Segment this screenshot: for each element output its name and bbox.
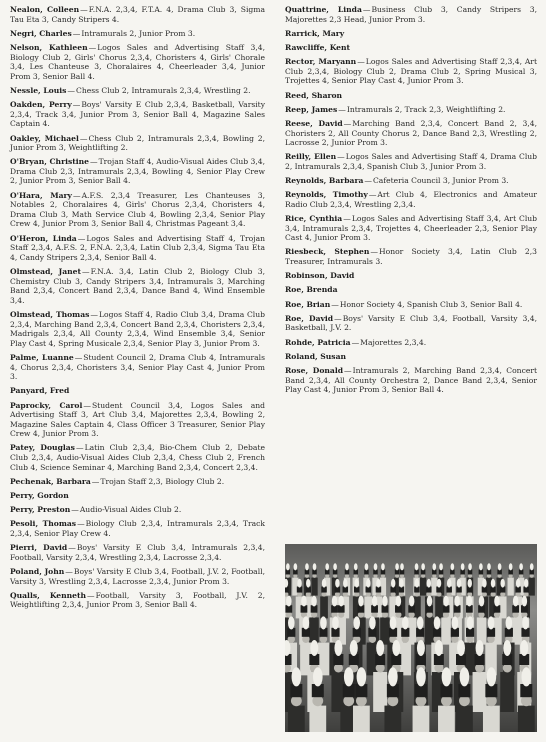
hat-plume — [338, 596, 343, 607]
student-name: Rawcliffe, Kent — [285, 42, 350, 52]
hat-plume — [382, 596, 387, 607]
hat-plume — [457, 640, 465, 656]
separator-dash: — — [90, 309, 99, 319]
student-name: Rohde, Patricia — [285, 337, 351, 347]
student-activities: Intramurals 2, Track 2,3, Weightlifting 2. — [346, 104, 506, 114]
hat-plume — [460, 667, 470, 686]
separator-dash: — — [74, 352, 83, 362]
hat-plume — [516, 579, 520, 588]
separator-dash: — — [357, 57, 365, 67]
student-name: Olmstead, Thomas — [10, 309, 90, 319]
hat-plume — [374, 563, 378, 570]
hat-plume — [354, 563, 358, 570]
hat-plume — [396, 596, 401, 607]
student-name: Pierri, David — [10, 543, 68, 553]
separator-dash: — — [79, 133, 88, 143]
student-name: Reynolds, Barbara — [285, 176, 364, 186]
hat-plume — [292, 667, 302, 686]
hat-plume — [306, 579, 310, 588]
left-entry — [10, 29, 265, 39]
band-member — [456, 706, 473, 732]
student-name: Rose, Donald — [285, 365, 344, 375]
student-activities: Logos Sales and Advertising Staff 2,3,4, Art Club 2,3,4, Biology Club 2, Drama Club 2, Spring Musical 3, Trojettes 4, Senior Play Cast 4, Junior Prom 3. — [285, 57, 537, 86]
hat-plume — [343, 579, 347, 588]
band-member — [438, 706, 455, 732]
student-activities: Biology Club 2,3,4, Intramurals 2,3,4, Track 2,3,4, Senior Play Crew 4. — [10, 519, 266, 538]
student-name: Perry, Gordon — [10, 491, 69, 501]
student-name: Pechenak, Barbara — [10, 476, 91, 486]
hat-plume — [350, 640, 358, 656]
separator-dash: — — [82, 267, 90, 276]
separator-dash: — — [83, 400, 91, 410]
student-name: Reilly, Ellen — [285, 152, 337, 162]
separator-dash: — — [80, 5, 88, 14]
hat-plume — [303, 616, 310, 629]
student-name: Pesoli, Thomas — [10, 519, 77, 529]
student-activities: Cafeteria Council 3, Junior Prom 3. — [372, 176, 509, 186]
hat-plume — [399, 579, 403, 588]
separator-dash: — — [67, 85, 76, 95]
student-activities: Marching Band 2,3,4, Concert Band 2, 3,4, Choristers 2, All County Chorus 2, Dance Band 2,3, Wrestling 2, Lacrosse 2, Junior Prom 3. — [285, 118, 537, 148]
student-name: Nealon, Colleen — [10, 5, 80, 14]
student-name: Roe, David — [285, 313, 334, 323]
hat-plume — [476, 640, 484, 656]
band-member — [384, 706, 401, 732]
left-entry — [10, 191, 265, 229]
hat-plume — [442, 667, 452, 686]
student-activities: Honor Society 3,4, Latin Club 2,3 Treasurer, Intramurals 3. — [285, 247, 537, 266]
hat-plume — [522, 667, 532, 686]
student-activities: Boys' Varsity E Club 3,4, Football, Varsity 3,4, Basketball, J.V. 2. — [285, 313, 537, 333]
hat-plume — [344, 667, 354, 686]
hat-plume — [487, 563, 491, 570]
student-activities: Chess Club 2, Intramurals 2,3,4, Wrestling 2. — [76, 85, 251, 95]
student-name: Rarrick, Mary — [285, 28, 345, 38]
hat-plume — [381, 563, 385, 570]
right-entry — [285, 300, 537, 310]
hat-plume — [332, 596, 337, 607]
student-name: Quattrine, Linda — [285, 5, 362, 14]
hat-plume — [320, 616, 327, 629]
left-column — [10, 5, 265, 615]
hat-plume — [452, 616, 459, 629]
band-member — [420, 578, 426, 596]
student-name: O'Hara, Mary — [10, 190, 72, 200]
hat-plume — [519, 563, 523, 570]
hat-plume — [479, 596, 484, 607]
right-entry — [285, 29, 537, 39]
hat-plume — [353, 616, 360, 629]
hat-plume — [494, 596, 499, 607]
band-member — [425, 617, 435, 644]
hat-plume — [395, 563, 399, 570]
band-member — [311, 578, 317, 596]
student-name: Reynolds, Timothy — [285, 190, 368, 200]
separator-dash: — — [351, 337, 360, 347]
student-activities: Honor Society 4, Spanish Club 3, Senior Ball 4. — [339, 299, 523, 309]
student-activities: Audio-Visual Aides Club 2. — [79, 505, 182, 515]
separator-dash: — — [343, 118, 352, 128]
separator-dash: — — [77, 233, 86, 243]
student-name: Reed, Sharon — [285, 90, 343, 100]
hat-plume — [286, 563, 290, 570]
hat-plume — [522, 596, 527, 607]
band-member — [364, 596, 372, 618]
student-activities: Trojan Staff 2,3, Biology Club 2. — [100, 476, 225, 486]
hat-plume — [427, 596, 432, 607]
right-entry — [285, 338, 537, 348]
separator-dash: — — [337, 152, 345, 162]
separator-dash: — — [338, 104, 346, 114]
student-activities: Logos Sales and Advertising Staff 4, Drama Club 2, Intramurals 2,3,4, Spanish Club 3, Junior Prom 3. — [285, 152, 538, 171]
hat-plume — [520, 640, 528, 656]
hat-plume — [417, 640, 425, 656]
student-name: Roland, Susan — [285, 351, 347, 361]
student-activities: Student Council 3,4, Logos Sales and Advertising Staff 3, Art Club 3,4, Majorettes 2,3,4, Bowling 2, Magazine Sales Captain 4, Class Officer 3 Treasurer, Senior Play Crew 4, Junior Prom 3. — [10, 400, 265, 439]
student-activities: Student Council 2, Drama Club 4, Intramurals 4, Chorus 2,3,4, Choristers 3,4, Senior Play Cast 4, Junior Prom 3. — [10, 352, 265, 382]
hat-plume — [487, 667, 497, 686]
hat-plume — [454, 596, 459, 607]
student-activities: Logos Sales and Advertising Staff 3,4, Art Club 3,4, Intramurals 2,3,4, Trojettes 4, Cheerleader 2,3, Senior Play Cast 4, Junior Prom 3. — [285, 214, 538, 243]
student-name: Rector, Maryann — [285, 57, 357, 67]
right-entry — [285, 176, 537, 186]
band-member — [400, 643, 411, 676]
separator-dash: — — [334, 313, 342, 323]
left-entry — [10, 591, 265, 610]
hat-plume — [468, 579, 472, 588]
student-name: Palme, Luanne — [10, 352, 74, 362]
hat-plume — [310, 640, 318, 656]
hat-plume — [447, 579, 451, 588]
separator-dash: — — [89, 157, 98, 167]
left-entry — [10, 43, 265, 81]
hat-plume — [372, 596, 377, 607]
hat-plume — [503, 640, 511, 656]
right-entry — [285, 247, 537, 266]
band-member — [500, 672, 514, 712]
student-activities: Logos Sales and Advertising Staff 3,4, Biology Club 2, Girls' Chorus 2,3,4, Choristers 4, Girls' Chorale 3,4, Les Chanteuse 3, Choralaires 4, Cheerleader 3,4, Junior Prom 3, Senior Ball 4. — [10, 42, 265, 81]
hat-plume — [301, 596, 306, 607]
separator-dash: — — [65, 566, 73, 576]
student-activities: F.N.A. 2,3,4, F.T.A. 4, Drama Club 3, Sigma Tau Eta 3, Candy Stripers 4. — [10, 5, 265, 24]
left-entry — [10, 86, 265, 96]
left-entry — [10, 567, 265, 586]
student-name: O'Heron, Linda — [10, 233, 77, 243]
separator-dash: — — [91, 476, 100, 486]
hat-plume — [421, 563, 425, 570]
hat-plume — [313, 563, 317, 570]
right-entry — [285, 119, 537, 148]
hat-plume — [297, 579, 301, 588]
left-entry — [10, 310, 265, 348]
right-entry — [285, 366, 537, 395]
hat-plume — [388, 667, 398, 686]
hat-plume — [322, 579, 326, 588]
hat-plume — [417, 616, 424, 629]
band-member — [353, 706, 370, 732]
hat-plume — [434, 616, 441, 629]
hat-plume — [311, 596, 316, 607]
student-name: Rice, Cynthia — [285, 214, 343, 224]
student-activities: Business Club 3, Candy Stripers 3, Majorettes 2,3 Head, Junior Prom 3. — [285, 5, 537, 24]
band-member — [413, 706, 430, 732]
left-entry — [10, 157, 265, 186]
student-activities: Art Club 4, Electronics and Amateur Radio Club 2,3,4, Wrestling 2,3,4. — [285, 190, 537, 209]
left-entry — [10, 267, 265, 305]
right-entry — [285, 91, 537, 101]
hat-plume — [530, 563, 534, 570]
hat-plume — [416, 667, 426, 686]
hat-plume — [500, 579, 504, 588]
separator-dash: — — [331, 299, 339, 309]
hat-plume — [391, 579, 395, 588]
hat-plume — [288, 616, 295, 629]
hat-plume — [366, 579, 370, 588]
hat-plume — [390, 616, 397, 629]
separator-dash: — — [72, 100, 81, 110]
band-member — [508, 578, 514, 596]
marching-band-photo — [285, 544, 537, 732]
student-name: Olmstead, Janet — [10, 267, 82, 276]
band-member — [288, 706, 305, 732]
hat-plume — [467, 616, 474, 629]
hat-plume — [333, 563, 337, 570]
hat-plume — [334, 640, 342, 656]
hat-plume — [332, 616, 339, 629]
student-name: Nelson, Kathleen — [10, 42, 88, 52]
student-name: Roe, Brenda — [285, 285, 338, 295]
student-name: Patey, Douglas — [10, 443, 75, 453]
student-name: Panyard, Fred — [10, 386, 70, 396]
left-entry — [10, 100, 265, 129]
left-entry — [10, 477, 265, 487]
student-name: Negri, Charles — [10, 28, 72, 38]
student-name: Reese, David — [285, 118, 343, 128]
separator-dash: — — [77, 519, 85, 529]
left-entry — [10, 353, 265, 382]
hat-plume — [427, 579, 431, 588]
student-activities: Intramurals 2, Junior Prom 3. — [81, 28, 196, 38]
separator-dash: — — [364, 176, 372, 186]
hat-plume — [376, 579, 380, 588]
hat-plume — [400, 563, 404, 570]
student-name: Reep, James — [285, 104, 338, 114]
band-member — [529, 578, 535, 596]
student-name: O'Bryan, Christine — [10, 157, 89, 167]
hat-plume — [313, 667, 323, 686]
band-member — [309, 706, 326, 732]
student-name: Riesbeck, Stephen — [285, 247, 370, 257]
student-name: Roe, Brian — [285, 299, 331, 309]
hat-plume — [467, 596, 472, 607]
hat-plume — [355, 579, 359, 588]
hat-plume — [457, 579, 461, 588]
right-entry — [285, 314, 537, 333]
band-crowd-image — [285, 544, 537, 732]
left-entry — [10, 505, 265, 515]
hat-plume — [524, 579, 528, 588]
right-entry — [285, 190, 537, 209]
separator-dash: — — [87, 590, 95, 600]
hat-plume — [365, 563, 369, 570]
separator-dash: — — [75, 443, 84, 453]
separator-dash: — — [368, 190, 377, 200]
student-activities: Logos Sales and Advertising Staff 4, Trojan Staff 2,3,4, A.F.S. 2, F.N.A. 2,3,4, Latin Club 2,3,4, Sigma Tau Eta 4, Candy Stripers 2,3,4, Senior Ball 4. — [10, 233, 265, 262]
right-entry — [285, 152, 537, 171]
hat-plume — [437, 579, 441, 588]
separator-dash: — — [344, 365, 352, 375]
hat-plume — [451, 563, 455, 570]
band-member — [435, 596, 443, 618]
right-entry — [285, 105, 537, 115]
hat-plume — [468, 563, 472, 570]
left-entry — [10, 401, 265, 439]
band-member — [518, 706, 535, 732]
student-activities: Intramurals 2, Marching Band 2,3,4, Concert Band 2,3,4, All County Orchestra 2, Dance Band 2,3,4, Senior Play Cast 4, Junior Prom 3, Senior Ball 4. — [285, 365, 537, 395]
separator-dash: — — [72, 190, 81, 200]
hat-plume — [376, 640, 384, 656]
hat-plume — [335, 579, 339, 588]
separator-dash: — — [68, 543, 76, 553]
band-member — [320, 596, 328, 618]
band-member — [483, 706, 500, 732]
right-entry — [285, 43, 537, 53]
separator-dash: — — [343, 214, 351, 224]
hat-plume — [402, 616, 409, 629]
hat-plume — [491, 579, 495, 588]
student-name: Robinson, David — [285, 271, 355, 281]
student-activities: Trojan Staff 4, Audio-Visual Aides Club 3,4, Drama Club 2,3, Intramurals 2,3,4, Bowling 4, Senior Play Crew 2, Junior Prom 3, Senior Ball 4. — [10, 157, 265, 186]
hat-plume — [522, 616, 529, 629]
hat-plume — [461, 563, 465, 570]
hat-plume — [506, 616, 513, 629]
right-entry — [285, 352, 537, 362]
separator-dash: — — [88, 42, 97, 52]
hat-plume — [509, 563, 513, 570]
left-entry — [10, 519, 265, 538]
hat-plume — [369, 616, 376, 629]
band-member — [441, 617, 451, 644]
student-name: Perry, Preston — [10, 505, 71, 515]
student-activities: Football, Varsity 3, Football, J.V. 2, Weightlifting 2,3,4, Junior Prom 3, Senior Ball 4. — [10, 590, 265, 610]
student-activities: Latin Club 2,3,4, Bio-Chem Club 2, Debate Club 2,3,4, Audio-Visual Aides Club 2,3,4, Chess Club 2, French Club 4, Science Seminar 4, Marching Band 2,3,4, Concert 2,3,4. — [10, 443, 265, 472]
hat-plume — [415, 579, 419, 588]
hat-plume — [432, 563, 436, 570]
student-name: Qualls, Kenneth — [10, 590, 87, 600]
hat-plume — [415, 563, 419, 570]
student-name: Oakden, Perry — [10, 100, 72, 110]
student-name: Oakley, Michael — [10, 133, 79, 143]
separator-dash: — — [71, 505, 79, 515]
hat-plume — [513, 596, 518, 607]
left-entry — [10, 491, 265, 501]
right-entry — [285, 214, 537, 243]
hat-plume — [435, 640, 443, 656]
student-activities: F.N.A. 3,4, Latin Club 2, Biology Club 3, Chemistry Club 3, Candy Stripers 3,4, Intramurals 3, Marching Band 2,3,4, Concert Band 2,3,4, Dance Band 4, Wind Ensemble 3,4. — [10, 267, 265, 305]
hat-plume — [409, 596, 414, 607]
separator-dash: — — [370, 247, 378, 257]
hat-plume — [443, 596, 448, 607]
hat-plume — [305, 563, 309, 570]
student-activities: Boys' Varsity E Club 2,3,4, Basketball, Varsity 2,3,4, Track 3,4, Junior Prom 3, Senior Ball 4, Magazine Sales Captain 4. — [10, 100, 266, 129]
right-entry — [285, 285, 537, 295]
right-column — [285, 5, 537, 399]
hat-plume — [482, 579, 486, 588]
hat-plume — [294, 563, 298, 570]
student-activities: Majorettes 2,3,4. — [360, 337, 427, 347]
hat-plume — [479, 563, 483, 570]
left-entry — [10, 5, 265, 24]
student-activities: A.F.S. 2,3,4 Treasurer, Les Chanteuses 3, Notables 2, Choralaires 4, Girls' Chorus 2,3,4, Choristers 4, Drama Club 3, Math Service Club 4, Bowling 2,3,4, Senior Play Crew 4, Junior Prom 3, Senior Ball 4, Christmas Pageant 3,4. — [10, 190, 266, 229]
hat-plume — [286, 596, 291, 607]
hat-plume — [392, 640, 400, 656]
right-entry — [285, 5, 537, 24]
left-entry — [10, 234, 265, 263]
student-name: Poland, John — [10, 566, 65, 576]
right-entry — [285, 57, 537, 86]
left-entry — [10, 386, 265, 396]
left-entry — [10, 443, 265, 472]
hat-plume — [488, 616, 495, 629]
separator-dash: — — [72, 28, 81, 38]
right-entry — [285, 271, 537, 281]
student-activities: Logos Staff 4, Radio Club 3,4, Drama Club 2,3,4, Marching Band 2,3,4, Concert Band 2,3,4, Choristers 2,3,4, Madrigals 2,3,4, All County 2,3,4, Wind Ensemble 3,4, Senior Play Cast 4, Spring Musicale 2,3,4, Senior Play 3, Junior Prom 3. — [10, 309, 265, 348]
hat-plume — [325, 563, 329, 570]
student-activities: Boys' Varsity E Club 3,4, Football, J.V. 2, Football, Varsity 3, Wrestling 2,3,4, Lacrosse 2,3,4, Junior Prom 3. — [10, 566, 265, 586]
student-activities: Chess Club 2, Intramurals 2,3,4, Bowling 2, Junior Prom 3, Weightlifting 2. — [10, 133, 265, 153]
hat-plume — [358, 596, 363, 607]
student-name: Nessle, Louis — [10, 85, 67, 95]
hat-plume — [357, 667, 367, 686]
hat-plume — [439, 563, 443, 570]
hat-plume — [498, 563, 502, 570]
left-entry — [10, 543, 265, 562]
left-entry — [10, 134, 265, 153]
student-name: Paprocky, Carol — [10, 400, 83, 410]
separator-dash: — — [362, 5, 371, 14]
hat-plume — [345, 563, 349, 570]
student-activities: Boys' Varsity E Club 3,4, Intramurals 2,3,4, Football, Varsity 2,3,4, Wrestling 2,3,4, Lacrosse 2,3,4. — [10, 543, 265, 562]
